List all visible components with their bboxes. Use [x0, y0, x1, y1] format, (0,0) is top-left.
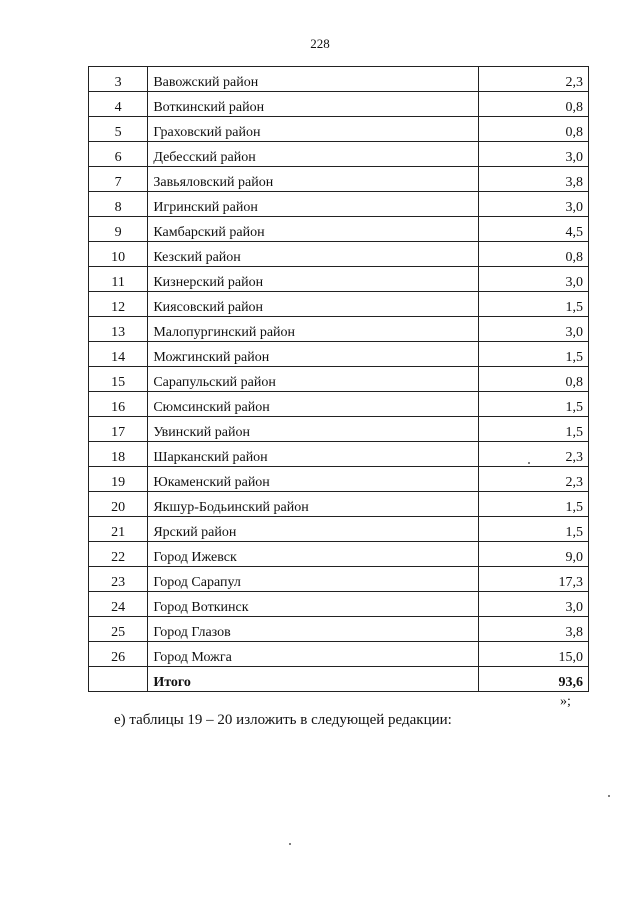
table-row — [89, 492, 589, 517]
table-row — [89, 317, 589, 342]
value-cell: 3,0 — [479, 317, 589, 342]
row-number-cell: 26 — [89, 642, 148, 667]
row-number-cell: 13 — [89, 317, 148, 342]
district-name-cell: Граховский район — [148, 117, 479, 142]
district-name-cell: Кезский район — [148, 242, 479, 267]
value-cell: 93,6 — [479, 667, 589, 692]
value-cell: 1,5 — [479, 292, 589, 317]
value-cell: 2,3 — [479, 67, 589, 92]
value-cell: 3,0 — [479, 592, 589, 617]
table-row — [89, 242, 589, 267]
district-name-cell: Город Глазов — [148, 617, 479, 642]
district-name-cell: Можгинский район — [148, 342, 479, 367]
value-cell: 1,5 — [479, 417, 589, 442]
row-number-cell: 21 — [89, 517, 148, 542]
row-number-cell: 11 — [89, 267, 148, 292]
row-number-cell: 4 — [89, 92, 148, 117]
table-row — [89, 267, 589, 292]
district-name-cell: Малопургинский район — [148, 317, 479, 342]
row-number-cell: 24 — [89, 592, 148, 617]
district-name-cell: Воткинский район — [148, 92, 479, 117]
table-row — [89, 142, 589, 167]
row-number-cell: 5 — [89, 117, 148, 142]
value-cell: 1,5 — [479, 342, 589, 367]
district-name-cell: Дебесский район — [148, 142, 479, 167]
value-cell: 3,8 — [479, 617, 589, 642]
table-row — [89, 642, 589, 667]
table-row — [89, 342, 589, 367]
row-number-cell: 7 — [89, 167, 148, 192]
district-name-cell: Завьяловский район — [148, 167, 479, 192]
row-number-cell: 23 — [89, 567, 148, 592]
value-cell: 3,0 — [479, 192, 589, 217]
row-number-cell: 22 — [89, 542, 148, 567]
scan-speck — [608, 795, 610, 797]
district-name-cell: Сарапульский район — [148, 367, 479, 392]
district-name-cell: Увинский район — [148, 417, 479, 442]
value-cell: 2,3 — [479, 442, 589, 467]
table-row — [89, 117, 589, 142]
value-cell: 1,5 — [479, 517, 589, 542]
table-row — [89, 367, 589, 392]
table-row — [89, 617, 589, 642]
table-row — [89, 67, 589, 92]
row-number-cell: 10 — [89, 242, 148, 267]
table-row — [89, 592, 589, 617]
value-cell: 17,3 — [479, 567, 589, 592]
table-row — [89, 292, 589, 317]
value-cell: 0,8 — [479, 367, 589, 392]
district-name-cell: Игринский район — [148, 192, 479, 217]
total-row — [89, 667, 589, 692]
page-number: 228 — [310, 36, 330, 51]
district-name-cell: Вавожский район — [148, 67, 479, 92]
table-row — [89, 542, 589, 567]
table-row — [89, 417, 589, 442]
row-number-cell: 19 — [89, 467, 148, 492]
district-name-cell: Город Ижевск — [148, 542, 479, 567]
district-name-cell: Город Сарапул — [148, 567, 479, 592]
closing-quote: »; — [560, 694, 571, 709]
table-row — [89, 467, 589, 492]
district-name-cell: Город Можга — [148, 642, 479, 667]
allocation-table — [88, 66, 589, 692]
table-row — [89, 567, 589, 592]
table-row — [89, 517, 589, 542]
row-number-cell — [89, 667, 148, 692]
row-number-cell: 14 — [89, 342, 148, 367]
row-number-cell: 16 — [89, 392, 148, 417]
table-row — [89, 392, 589, 417]
district-name-cell: Ярский район — [148, 517, 479, 542]
scan-speck — [289, 843, 291, 845]
scan-speck — [528, 462, 530, 464]
table-body — [89, 67, 589, 692]
table-row — [89, 217, 589, 242]
row-number-cell: 18 — [89, 442, 148, 467]
district-name-cell: Якшур-Бодьинский район — [148, 492, 479, 517]
row-number-cell: 8 — [89, 192, 148, 217]
row-number-cell: 20 — [89, 492, 148, 517]
row-number-cell: 9 — [89, 217, 148, 242]
value-cell: 1,5 — [479, 392, 589, 417]
row-number-cell: 15 — [89, 367, 148, 392]
value-cell: 3,8 — [479, 167, 589, 192]
table-row — [89, 167, 589, 192]
district-name-cell: Город Воткинск — [148, 592, 479, 617]
value-cell: 0,8 — [479, 242, 589, 267]
value-cell: 2,3 — [479, 467, 589, 492]
row-number-cell: 25 — [89, 617, 148, 642]
district-name-cell: Киясовский район — [148, 292, 479, 317]
district-name-cell: Шарканский район — [148, 442, 479, 467]
district-name-cell: Юкаменский район — [148, 467, 479, 492]
value-cell: 3,0 — [479, 267, 589, 292]
district-name-cell: Кизнерский район — [148, 267, 479, 292]
value-cell: 0,8 — [479, 117, 589, 142]
value-cell: 4,5 — [479, 217, 589, 242]
value-cell: 15,0 — [479, 642, 589, 667]
district-name-cell: Камбарский район — [148, 217, 479, 242]
row-number-cell: 3 — [89, 67, 148, 92]
row-number-cell: 17 — [89, 417, 148, 442]
value-cell: 9,0 — [479, 542, 589, 567]
table-row — [89, 442, 589, 467]
instruction-text: е) таблицы 19 – 20 изложить в следующей редакции: — [114, 712, 452, 728]
value-cell: 1,5 — [479, 492, 589, 517]
table-row — [89, 192, 589, 217]
table-row — [89, 92, 589, 117]
district-name-cell: Сюмсинский район — [148, 392, 479, 417]
value-cell: 0,8 — [479, 92, 589, 117]
value-cell: 3,0 — [479, 142, 589, 167]
row-number-cell: 6 — [89, 142, 148, 167]
row-number-cell: 12 — [89, 292, 148, 317]
district-name-cell: Итого — [148, 667, 479, 692]
